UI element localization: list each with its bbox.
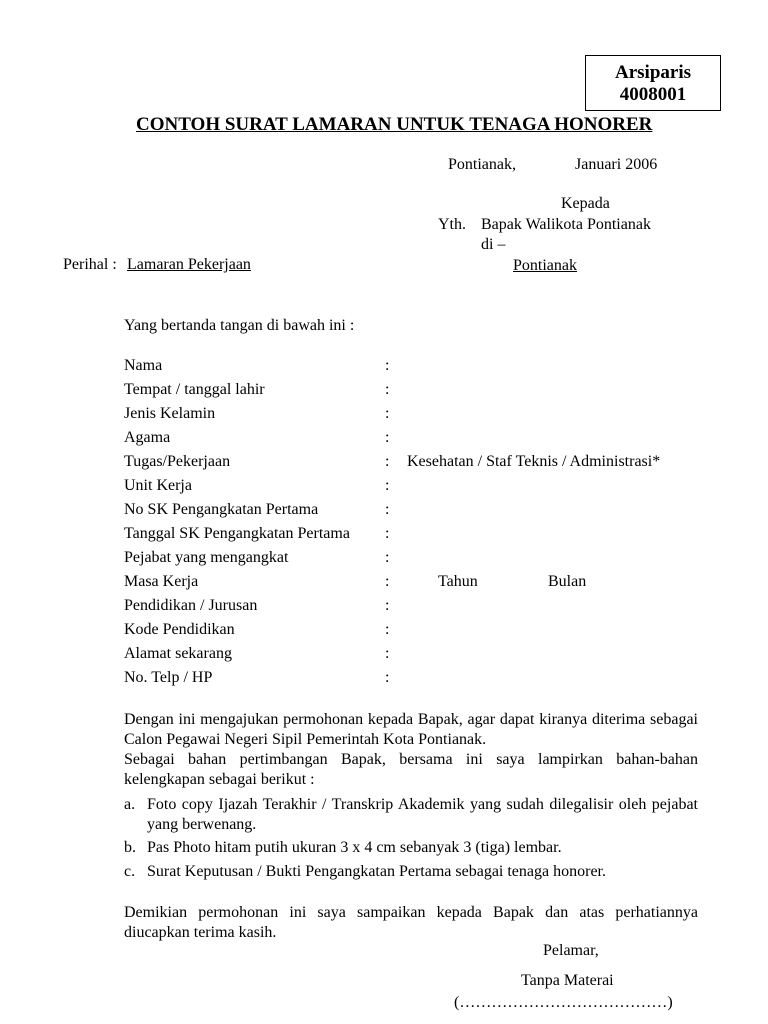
kepada-label: Kepada (561, 195, 610, 212)
yth-label: Yth. (438, 216, 466, 233)
place: Pontianak, (448, 156, 516, 173)
signature-name-blank: (…………………………………) (454, 994, 673, 1011)
field-colon: : (385, 669, 390, 686)
field-row (124, 502, 704, 522)
list-text: Surat Keputusan / Bukti Pengangkatan Pertama sebagai tenaga honorer. (147, 863, 606, 880)
closing-paragraph: Demikian permohonan ini saya sampaikan kepada Bapak dan atas perhatiannya diucapkan terima kasih. (124, 904, 698, 941)
field-colon: : (385, 597, 390, 614)
body-paragraph-2: Sebagai bahan pertimbangan Bapak, bersama ini saya lampirkan bahan-bahan kelengkapan sebagai berikut : (124, 751, 698, 788)
field-colon: : (385, 381, 390, 398)
field-colon: : (385, 525, 390, 542)
field-colon: : (385, 645, 390, 662)
field-colon: : (385, 453, 390, 470)
field-colon: : (385, 477, 390, 494)
recipient-city: Pontianak (513, 257, 577, 274)
field-row (124, 382, 704, 402)
field-label: Tempat / tanggal lahir (124, 381, 265, 398)
field-colon: : (385, 357, 390, 374)
field-row (124, 526, 704, 546)
field-row (124, 670, 704, 690)
list-marker: b. (124, 839, 136, 856)
recipient: Bapak Walikota Pontianak (481, 216, 651, 233)
field-row (124, 430, 704, 450)
list-marker: c. (124, 863, 136, 880)
field-label: Masa Kerja (124, 573, 199, 590)
field-row (124, 622, 704, 642)
date: Januari 2006 (575, 156, 658, 173)
field-row (124, 574, 704, 594)
field-row (124, 358, 704, 378)
list-marker: a. (124, 796, 136, 813)
field-row (124, 646, 704, 666)
field-label: Agama (124, 429, 171, 446)
di-label: di – (481, 236, 506, 253)
masa-kerja-tahun: Tahun (438, 573, 478, 590)
field-colon: : (385, 501, 390, 518)
field-label: Nama (124, 357, 163, 374)
field-label: Pendidikan / Jurusan (124, 597, 258, 614)
field-row (124, 478, 704, 498)
document-title: CONTOH SURAT LAMARAN UNTUK TENAGA HONORER (136, 114, 653, 135)
masa-kerja-bulan: Bulan (548, 573, 587, 590)
field-colon: : (385, 429, 390, 446)
archivist-number: 4008001 (619, 84, 687, 105)
field-colon: : (385, 621, 390, 638)
tanpa-materai-label: Tanpa Materai (521, 972, 614, 989)
list-text: Foto copy Ijazah Terakhir / Transkrip Akademik yang sudah dilegalisir oleh pejabat yang berwenang. (147, 796, 698, 833)
field-colon: : (385, 549, 390, 566)
perihal-value: Lamaran Pekerjaan (127, 256, 251, 273)
field-row (124, 550, 704, 570)
field-label: No. Telp / HP (124, 669, 213, 686)
intro-text: Yang bertanda tangan di bawah ini : (124, 317, 355, 334)
field-row (124, 598, 704, 618)
archivist-label: Arsiparis (615, 62, 691, 83)
field-label: Jenis Kelamin (124, 405, 216, 422)
list-text: Pas Photo hitam putih ukuran 3 x 4 cm sebanyak 3 (tiga) lembar. (147, 839, 562, 856)
field-colon: : (385, 405, 390, 422)
field-label: Pejabat yang mengangkat (124, 549, 289, 566)
field-label: Unit Kerja (124, 477, 192, 494)
field-label: Tugas/Pekerjaan (124, 453, 231, 470)
field-label: Kode Pendidikan (124, 621, 235, 638)
archivist-box (585, 55, 721, 111)
field-label: No SK Pengangkatan Pertama (124, 501, 319, 518)
field-label: Alamat sekarang (124, 645, 232, 662)
pelamar-label: Pelamar, (543, 942, 599, 959)
field-value: Kesehatan / Staf Teknis / Administrasi* (407, 453, 661, 470)
field-label: Tanggal SK Pengangkatan Pertama (124, 525, 350, 542)
field-row (124, 406, 704, 426)
body-paragraph-1: Dengan ini mengajukan permohonan kepada Bapak, agar dapat kiranya diterima sebagai Calon Pegawai Negeri Sipil Pemerintah Kota Pontianak. (124, 711, 698, 748)
field-row (124, 454, 704, 474)
field-colon: : (385, 573, 390, 590)
perihal-label: Perihal : (63, 256, 117, 273)
